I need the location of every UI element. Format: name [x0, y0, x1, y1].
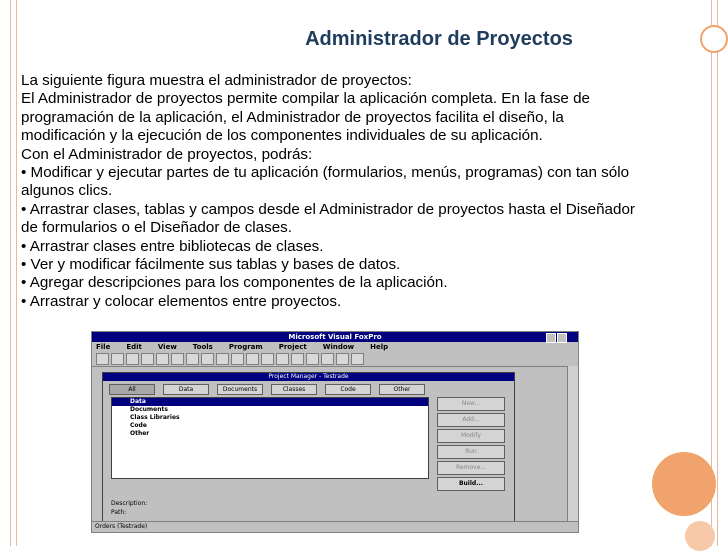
menu-view: View: [157, 343, 177, 351]
path-label: Path:: [111, 509, 127, 516]
paste-icon: [216, 353, 229, 365]
copy-icon: [201, 353, 214, 365]
body-line: • Modificar y ejecutar partes de tu aplicación (formularios, menús, programas) con tan sólo: [21, 164, 630, 182]
builder-icon: [336, 353, 349, 365]
menu-help: Help: [370, 343, 389, 351]
tab-classes: Classes: [271, 384, 317, 395]
foxpro-screenshot: [91, 331, 579, 533]
right-margin-line-1: [711, 0, 712, 546]
new-button: New...: [437, 397, 505, 411]
decor-circle-big: [652, 452, 716, 516]
data-icon: [321, 353, 334, 365]
menu-project: Project: [278, 343, 307, 351]
body-line: • Arrastrar y colocar elementos entre proyectos.: [21, 292, 342, 310]
slide-body: [21, 72, 711, 311]
build-button: Build...: [437, 477, 505, 491]
body-line: • Agregar descripciones para los componentes de la aplicación.: [21, 274, 448, 292]
menu-window: Window: [322, 343, 355, 351]
open-icon: [111, 353, 124, 365]
project-tabs: [103, 381, 514, 398]
body-line: algunos clics.: [21, 182, 113, 200]
body-line: • Arrastrar clases entre bibliotecas de clases.: [21, 237, 324, 255]
tab-data: Data: [163, 384, 209, 395]
print-icon: [141, 353, 154, 365]
body-line: Con el Administrador de proyectos, podrás:: [21, 145, 313, 163]
menu-edit: Edit: [126, 343, 142, 351]
new-icon: [96, 353, 109, 365]
left-margin-line-2: [16, 0, 17, 546]
redo-icon: [246, 353, 259, 365]
window-title: Microsoft Visual FoxPro: [288, 333, 382, 341]
body-line: • Arrastrar clases, tablas y campos desde el Administrador de proyectos hasta el Diseñador: [21, 200, 635, 218]
run-icon: [261, 353, 274, 365]
project-tree: [111, 397, 429, 479]
save-icon: [126, 353, 139, 365]
help-icon: [351, 353, 364, 365]
run-button: Run: [437, 445, 505, 459]
preview-icon: [156, 353, 169, 365]
menu-tools: Tools: [192, 343, 213, 351]
table-icon: [291, 353, 304, 365]
modify-icon: [276, 353, 289, 365]
minimize-icon: [546, 333, 556, 343]
tab-other: Other: [379, 384, 425, 395]
tree-item-code: Code: [130, 422, 147, 429]
tab-all: All: [109, 384, 155, 395]
tab-documents: Documents: [217, 384, 263, 395]
remove-button: Remove...: [437, 461, 505, 475]
decor-circle-small: [685, 521, 715, 551]
status-bar: Orders (Testrade): [92, 521, 578, 532]
body-line: de formularios o el Diseñador de clases.: [21, 219, 292, 237]
tree-item-data: Data: [112, 398, 428, 406]
project-manager-window: [102, 372, 515, 522]
cut-icon: [186, 353, 199, 365]
description-area: [111, 499, 147, 517]
body-line: programación de la aplicación, el Administrador de proyectos facilita el diseño, la: [21, 108, 564, 126]
undo-icon: [231, 353, 244, 365]
maximize-icon: [557, 333, 567, 343]
tab-code: Code: [325, 384, 371, 395]
toolbar: [92, 352, 578, 367]
menu-bar: [92, 342, 578, 352]
description-label: Description:: [111, 500, 148, 507]
body-line: modificación y la ejecución de los componentes individuales de su aplicación.: [21, 127, 543, 145]
project-title: Project Manager - Testrade: [103, 373, 514, 381]
body-line: La siguiente figura muestra el administrador de proyectos:: [21, 72, 412, 89]
add-button: Add...: [437, 413, 505, 427]
menu-file: File: [96, 343, 111, 351]
tree-item-other: Other: [130, 430, 150, 437]
slide-title: Administrador de Proyectos: [305, 28, 573, 50]
spell-icon: [171, 353, 184, 365]
left-margin-line-1: [10, 0, 11, 546]
tree-item-class-libraries: Class Libraries: [130, 414, 180, 421]
tree-item-documents: Documents: [130, 406, 168, 413]
body-line: El Administrador de proyectos permite compilar la aplicación completa. En la fase de: [21, 90, 590, 108]
body-line: • Ver y modificar fácilmente sus tablas y bases de datos.: [21, 256, 401, 274]
command-icon: [306, 353, 319, 365]
window-titlebar: [92, 332, 578, 342]
right-margin-line-2: [717, 0, 718, 546]
vertical-scrollbar: [567, 366, 578, 522]
modify-button: Modify: [437, 429, 505, 443]
menu-program: Program: [228, 343, 263, 351]
